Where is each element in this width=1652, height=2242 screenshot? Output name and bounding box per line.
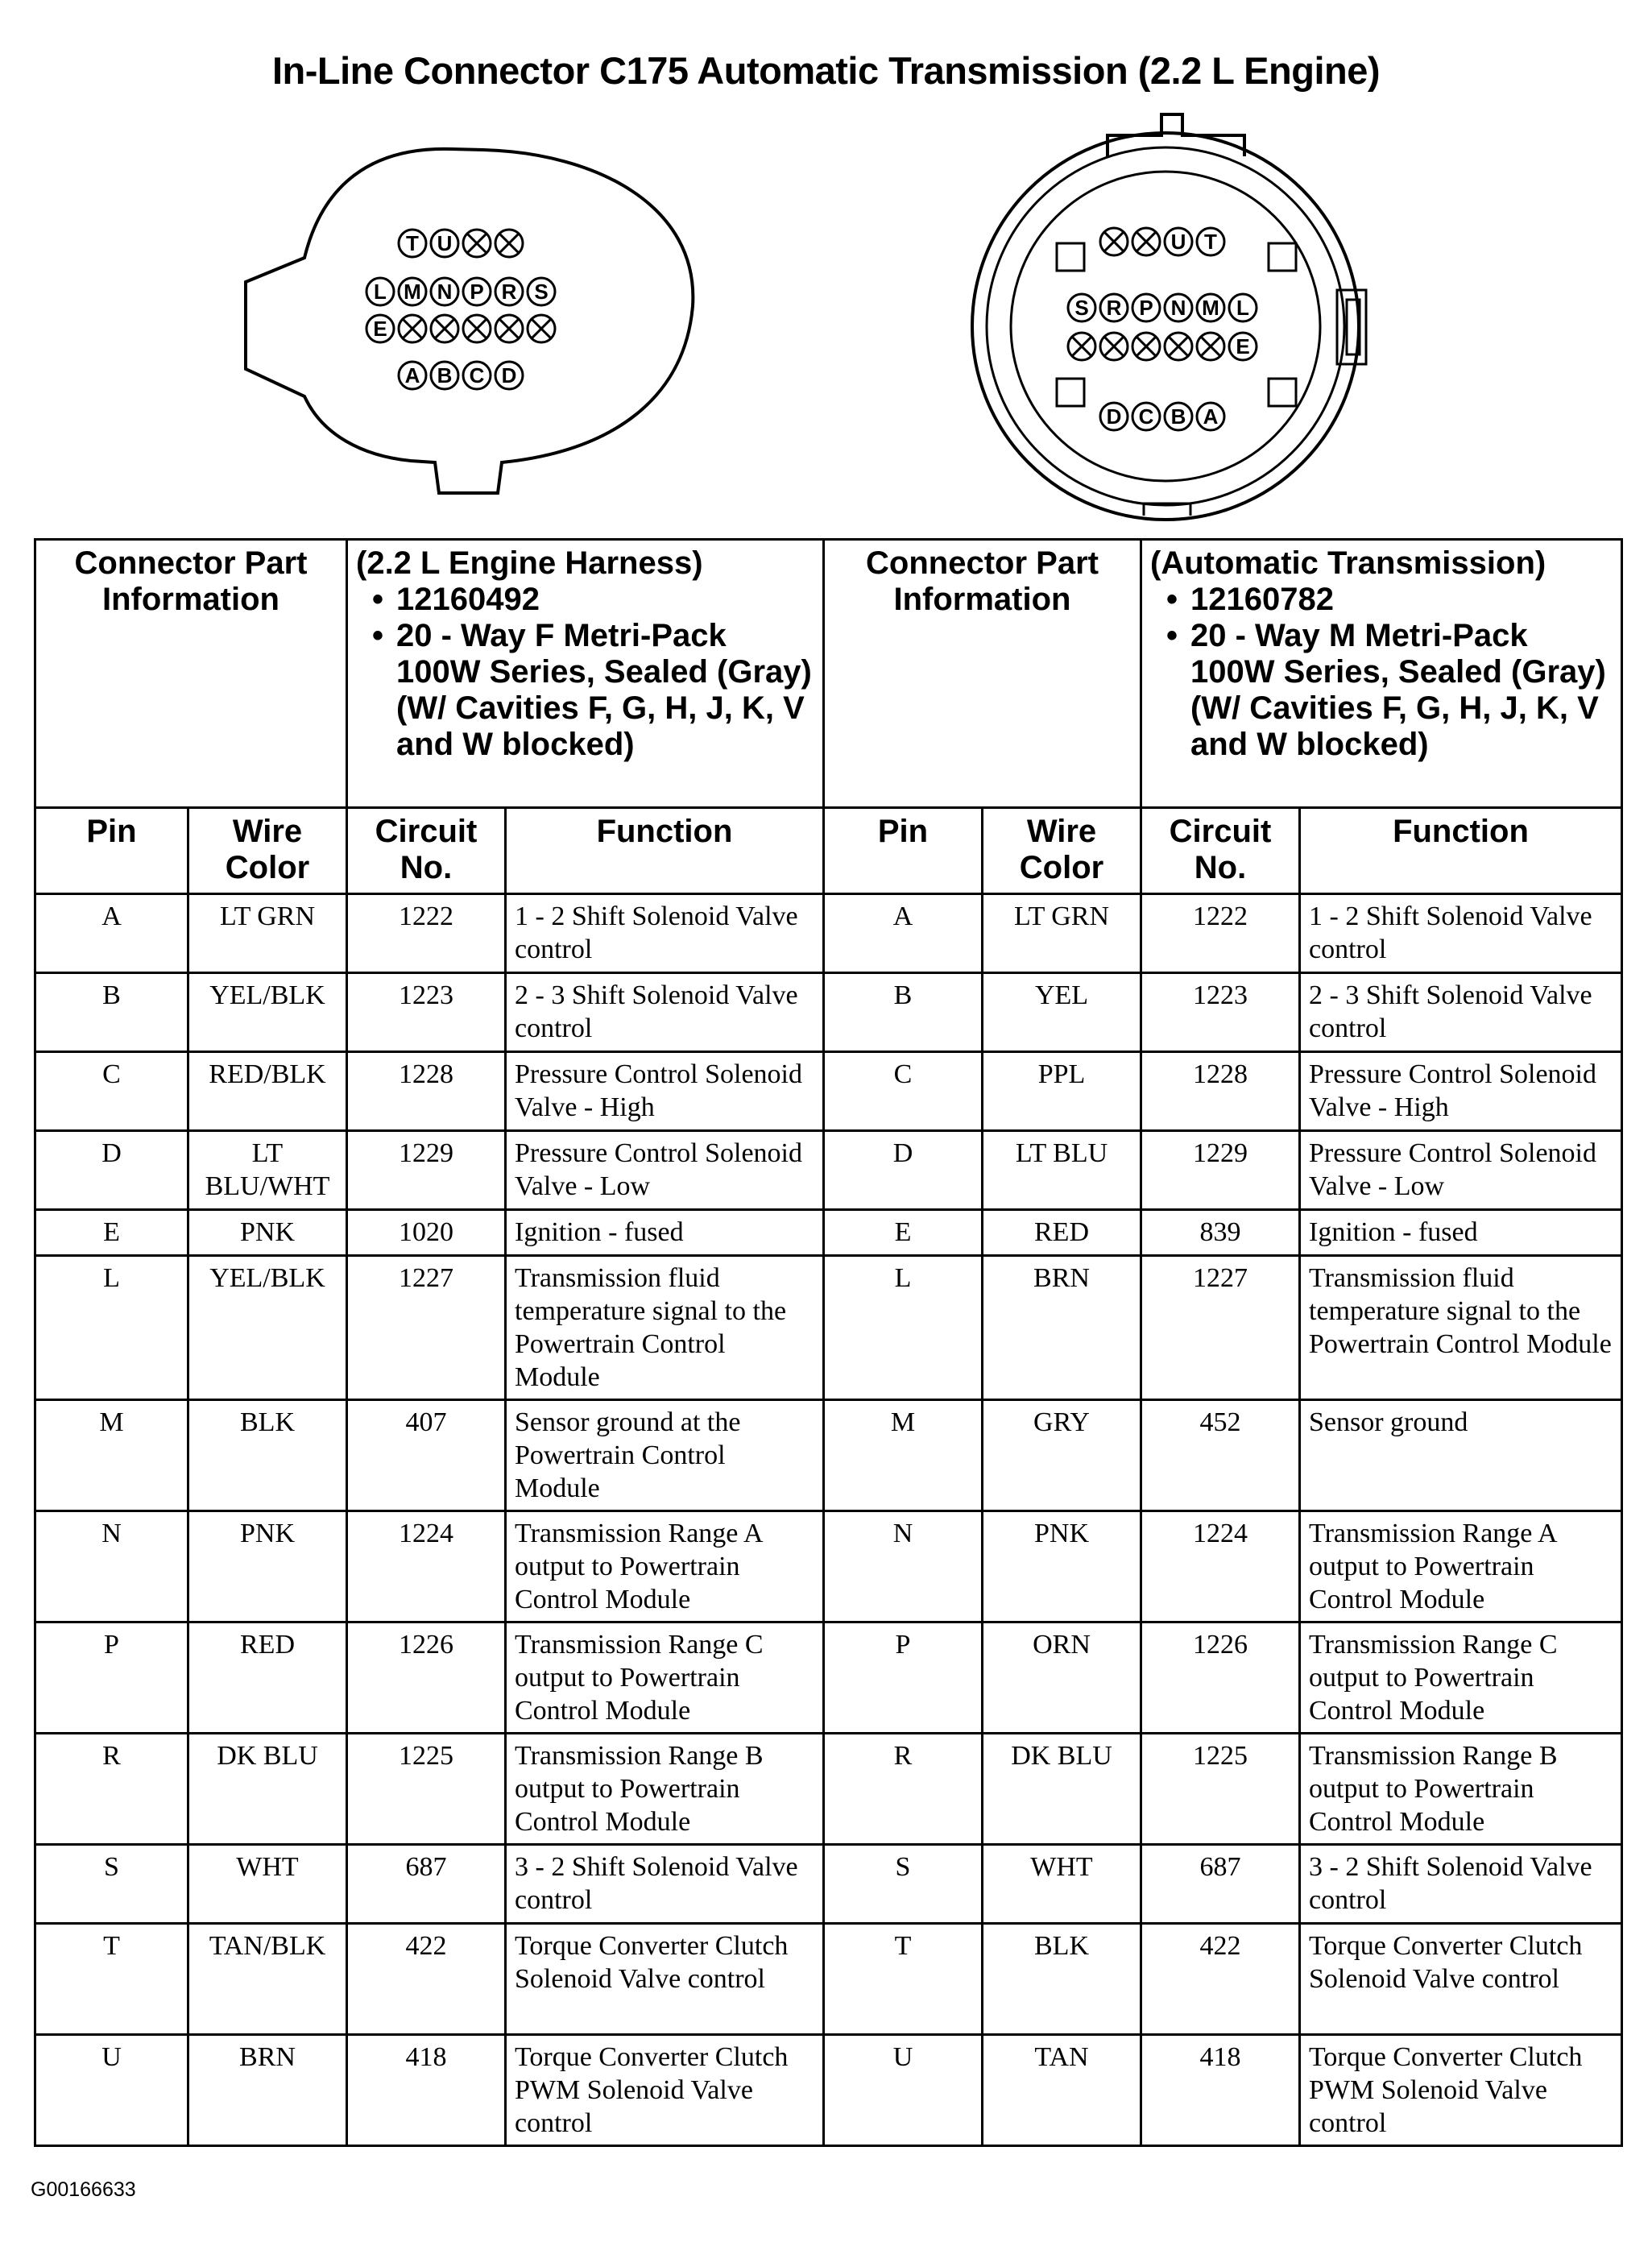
svg-text:D: D <box>1106 404 1122 429</box>
svg-text:P: P <box>470 280 484 304</box>
left-part-name: (2.2 L Engine Harness) <box>356 545 703 581</box>
wire-color-cell: YEL/BLK <box>188 973 347 1052</box>
wire-color-cell: DK BLU <box>983 1734 1141 1845</box>
svg-text:M: M <box>1202 296 1219 320</box>
wire-color-cell: ORN <box>983 1622 1141 1734</box>
circuit-cell: 839 <box>1141 1210 1300 1256</box>
pin-u <box>1165 228 1192 255</box>
function-cell: Transmission Range B output to Powertrain Control Module <box>506 1734 824 1845</box>
wire-color-cell: RED/BLK <box>188 1052 347 1131</box>
function-cell: Sensor ground at the Powertrain Control Module <box>506 1400 824 1511</box>
pin-r <box>495 278 523 305</box>
pin-cell: D <box>824 1131 983 1210</box>
blocked-cavity <box>463 315 491 342</box>
svg-text:T: T <box>1204 230 1217 254</box>
svg-text:U: U <box>437 231 453 255</box>
table-row <box>35 2035 1622 2146</box>
blocked-cavity <box>528 315 555 342</box>
function-cell: Transmission Range C output to Powertrain Control Module <box>506 1622 824 1734</box>
pin-cell: C <box>35 1052 188 1131</box>
wire-color-cell: BLK <box>983 1924 1141 2035</box>
function-cell: 3 - 2 Shift Solenoid Valve control <box>506 1845 824 1924</box>
wire-color-cell: YEL <box>983 973 1141 1052</box>
table-row <box>35 1052 1622 1131</box>
pin-cell: M <box>35 1400 188 1511</box>
connector-diagrams <box>0 0 1652 532</box>
pin-cell: C <box>824 1052 983 1131</box>
pin-t <box>1197 228 1224 255</box>
table-row <box>35 1511 1622 1622</box>
circuit-cell: 1222 <box>347 894 506 973</box>
svg-text:B: B <box>1170 404 1186 429</box>
pin-c <box>463 362 491 389</box>
header-function: Function <box>506 808 824 894</box>
right-connector-pins <box>1068 228 1257 430</box>
header-wire-color: Wire Color <box>983 808 1141 894</box>
circuit-cell: 422 <box>1141 1924 1300 2035</box>
circuit-cell: 422 <box>347 1924 506 2035</box>
table-row <box>35 1622 1622 1734</box>
pin-cell: D <box>35 1131 188 1210</box>
pin-cell: L <box>35 1256 188 1400</box>
pin-n <box>431 278 458 305</box>
function-cell: Torque Converter Clutch PWM Solenoid Valve control <box>1300 2035 1622 2146</box>
pin-cell: N <box>35 1511 188 1622</box>
svg-text:P: P <box>1139 296 1153 320</box>
svg-text:N: N <box>437 280 453 304</box>
wire-color-cell: LT BLU/WHT <box>188 1131 347 1210</box>
pin-a <box>1197 403 1224 430</box>
pin-cell: T <box>35 1924 188 2035</box>
function-cell: Transmission fluid temperature signal to the Powertrain Control Module <box>1300 1256 1622 1400</box>
wire-color-cell: YEL/BLK <box>188 1256 347 1400</box>
pin-l <box>1229 294 1257 321</box>
right-part-description: • 20 - Way M Metri-Pack 100W Series, Sealed (Gray) (W/ Cavities F, G, H, J, K, V and W blocked) <box>1190 618 1613 763</box>
function-cell: Transmission Range C output to Powertrain Control Module <box>1300 1622 1622 1734</box>
left-part-info-label: Connector Part Information <box>35 540 347 808</box>
wire-color-cell: BRN <box>983 1256 1141 1400</box>
blocked-cavity <box>431 315 458 342</box>
wire-color-cell: PPL <box>983 1052 1141 1131</box>
pin-cell: U <box>824 2035 983 2146</box>
wire-color-cell: TAN/BLK <box>188 1924 347 2035</box>
pin-p <box>463 278 491 305</box>
function-cell: 1 - 2 Shift Solenoid Valve control <box>1300 894 1622 973</box>
pin-n <box>1165 294 1192 321</box>
circuit-cell: 1224 <box>1141 1511 1300 1622</box>
wire-color-cell: WHT <box>188 1845 347 1924</box>
blocked-cavity <box>495 315 523 342</box>
pin-cell: A <box>824 894 983 973</box>
function-cell: Transmission Range A output to Powertrain Control Module <box>506 1511 824 1622</box>
right-part-info <box>1141 540 1622 808</box>
svg-text:C: C <box>1138 404 1154 429</box>
pin-m <box>399 278 426 305</box>
figure-id: G00166633 <box>31 2178 136 2201</box>
function-cell: Pressure Control Solenoid Valve - Low <box>506 1131 824 1210</box>
left-connector-pins <box>366 230 555 389</box>
function-cell: Pressure Control Solenoid Valve - High <box>506 1052 824 1131</box>
pin-cell: E <box>824 1210 983 1256</box>
table-row <box>35 1734 1622 1845</box>
table-row <box>35 973 1622 1052</box>
left-part-info <box>347 540 824 808</box>
blocked-cavity <box>1132 333 1160 360</box>
function-cell: Torque Converter Clutch PWM Solenoid Valve control <box>506 2035 824 2146</box>
right-part-number: • 12160782 <box>1190 582 1613 618</box>
pin-cell: S <box>35 1845 188 1924</box>
function-cell: Ignition - fused <box>506 1210 824 1256</box>
wire-color-cell: RED <box>188 1622 347 1734</box>
circuit-cell: 1223 <box>347 973 506 1052</box>
wire-color-cell: LT GRN <box>983 894 1141 973</box>
svg-text:T: T <box>406 231 419 255</box>
circuit-cell: 1226 <box>1141 1622 1300 1734</box>
wire-color-cell: LT GRN <box>188 894 347 973</box>
pin-cell: P <box>824 1622 983 1734</box>
pin-b <box>1165 403 1192 430</box>
svg-text:B: B <box>437 363 453 387</box>
function-cell: Ignition - fused <box>1300 1210 1622 1256</box>
svg-text:S: S <box>534 280 549 304</box>
circuit-cell: 687 <box>347 1845 506 1924</box>
circuit-cell: 1222 <box>1141 894 1300 973</box>
blocked-cavity <box>495 230 523 257</box>
wire-color-cell: LT BLU <box>983 1131 1141 1210</box>
circuit-cell: 1228 <box>1141 1052 1300 1131</box>
pin-t <box>399 230 426 257</box>
circuit-cell: 1225 <box>1141 1734 1300 1845</box>
pin-cell: P <box>35 1622 188 1734</box>
table-row <box>35 1256 1622 1400</box>
table-row <box>35 1924 1622 2035</box>
pin-p <box>1132 294 1160 321</box>
pin-cell: B <box>824 973 983 1052</box>
pin-a <box>399 362 426 389</box>
circuit-cell: 1226 <box>347 1622 506 1734</box>
left-part-number: • 12160492 <box>396 582 814 618</box>
pin-cell: M <box>824 1400 983 1511</box>
blocked-cavity <box>1100 228 1128 255</box>
pin-cell: U <box>35 2035 188 2146</box>
function-cell: Sensor ground <box>1300 1400 1622 1511</box>
function-cell: 2 - 3 Shift Solenoid Valve control <box>506 973 824 1052</box>
function-cell: Transmission Range B output to Powertrain Control Module <box>1300 1734 1622 1845</box>
pin-cell: L <box>824 1256 983 1400</box>
circuit-cell: 1229 <box>1141 1131 1300 1210</box>
circuit-cell: 1223 <box>1141 973 1300 1052</box>
function-cell: Transmission fluid temperature signal to the Powertrain Control Module <box>506 1256 824 1400</box>
circuit-cell: 407 <box>347 1400 506 1511</box>
table-row <box>35 894 1622 973</box>
header-circuit-no: Circuit No. <box>347 808 506 894</box>
pin-rows <box>35 894 1622 2146</box>
header-row <box>35 808 1622 894</box>
pin-e <box>1229 333 1257 360</box>
wire-color-cell: RED <box>983 1210 1141 1256</box>
circuit-cell: 418 <box>347 2035 506 2146</box>
svg-text:S: S <box>1074 296 1089 320</box>
circuit-cell: 1224 <box>347 1511 506 1622</box>
circuit-cell: 1229 <box>347 1131 506 1210</box>
svg-text:N: N <box>1170 296 1186 320</box>
pin-d <box>495 362 523 389</box>
svg-text:A: A <box>404 363 420 387</box>
blocked-cavity <box>1197 333 1224 360</box>
svg-text:R: R <box>501 280 517 304</box>
svg-text:R: R <box>1106 296 1122 320</box>
circuit-cell: 1227 <box>1141 1256 1300 1400</box>
pin-c <box>1132 403 1160 430</box>
right-part-info-label: Connector Part Information <box>824 540 1141 808</box>
header-pin: Pin <box>824 808 983 894</box>
pin-m <box>1197 294 1224 321</box>
pin-cell: R <box>824 1734 983 1845</box>
pin-cell: A <box>35 894 188 973</box>
svg-text:E: E <box>1236 334 1250 358</box>
pin-s <box>528 278 555 305</box>
wire-color-cell: BLK <box>188 1400 347 1511</box>
pin-cell: R <box>35 1734 188 1845</box>
pin-cell: B <box>35 973 188 1052</box>
table-row <box>35 1131 1622 1210</box>
circuit-cell: 1020 <box>347 1210 506 1256</box>
svg-text:U: U <box>1170 230 1186 254</box>
wire-color-cell: WHT <box>983 1845 1141 1924</box>
wire-color-cell: BRN <box>188 2035 347 2146</box>
blocked-cavity <box>1165 333 1192 360</box>
pin-cell: T <box>824 1924 983 2035</box>
function-cell: 1 - 2 Shift Solenoid Valve control <box>506 894 824 973</box>
svg-text:L: L <box>374 280 387 304</box>
pin-s <box>1068 294 1095 321</box>
blocked-cavity <box>1132 228 1160 255</box>
pin-e <box>366 315 394 342</box>
pin-l <box>366 278 394 305</box>
svg-text:C: C <box>469 363 485 387</box>
right-part-name: (Automatic Transmission) <box>1150 545 1546 581</box>
function-cell: Torque Converter Clutch Solenoid Valve control <box>506 1924 824 2035</box>
blocked-cavity <box>1068 333 1095 360</box>
table-row <box>35 1845 1622 1924</box>
pinout-table <box>34 538 1623 2147</box>
wire-color-cell: PNK <box>983 1511 1141 1622</box>
function-cell: Torque Converter Clutch Solenoid Valve control <box>1300 1924 1622 2035</box>
pin-r <box>1100 294 1128 321</box>
blocked-cavity <box>399 315 426 342</box>
svg-text:L: L <box>1236 296 1249 320</box>
function-cell: Transmission Range A output to Powertrain Control Module <box>1300 1511 1622 1622</box>
header-pin: Pin <box>35 808 188 894</box>
part-info-row <box>35 540 1622 808</box>
function-cell: Pressure Control Solenoid Valve - High <box>1300 1052 1622 1131</box>
function-cell: 3 - 2 Shift Solenoid Valve control <box>1300 1845 1622 1924</box>
blocked-cavity <box>463 230 491 257</box>
blocked-cavity <box>1100 333 1128 360</box>
circuit-cell: 1227 <box>347 1256 506 1400</box>
pin-cell: N <box>824 1511 983 1622</box>
wire-color-cell: DK BLU <box>188 1734 347 1845</box>
function-cell: Pressure Control Solenoid Valve - Low <box>1300 1131 1622 1210</box>
function-cell: 2 - 3 Shift Solenoid Valve control <box>1300 973 1622 1052</box>
circuit-cell: 687 <box>1141 1845 1300 1924</box>
pin-b <box>431 362 458 389</box>
svg-text:A: A <box>1203 404 1219 429</box>
header-circuit-no: Circuit No. <box>1141 808 1300 894</box>
circuit-cell: 452 <box>1141 1400 1300 1511</box>
wire-color-cell: PNK <box>188 1511 347 1622</box>
svg-text:E: E <box>373 317 387 341</box>
wire-color-cell: GRY <box>983 1400 1141 1511</box>
header-wire-color: Wire Color <box>188 808 347 894</box>
table-row <box>35 1210 1622 1256</box>
left-part-description: • 20 - Way F Metri-Pack 100W Series, Sealed (Gray) (W/ Cavities F, G, H, J, K, V and W blocked) <box>396 618 814 763</box>
pin-cell: S <box>824 1845 983 1924</box>
svg-text:M: M <box>404 280 421 304</box>
svg-text:D: D <box>501 363 517 387</box>
diagram-title: In-Line Connector C175 Automatic Transmission (2.2 L Engine) <box>271 49 1381 92</box>
pin-d <box>1100 403 1128 430</box>
table-row <box>35 1400 1622 1511</box>
circuit-cell: 1228 <box>347 1052 506 1131</box>
wire-color-cell: TAN <box>983 2035 1141 2146</box>
pin-cell: E <box>35 1210 188 1256</box>
pin-u <box>431 230 458 257</box>
header-function: Function <box>1300 808 1622 894</box>
wire-color-cell: PNK <box>188 1210 347 1256</box>
circuit-cell: 1225 <box>347 1734 506 1845</box>
circuit-cell: 418 <box>1141 2035 1300 2146</box>
